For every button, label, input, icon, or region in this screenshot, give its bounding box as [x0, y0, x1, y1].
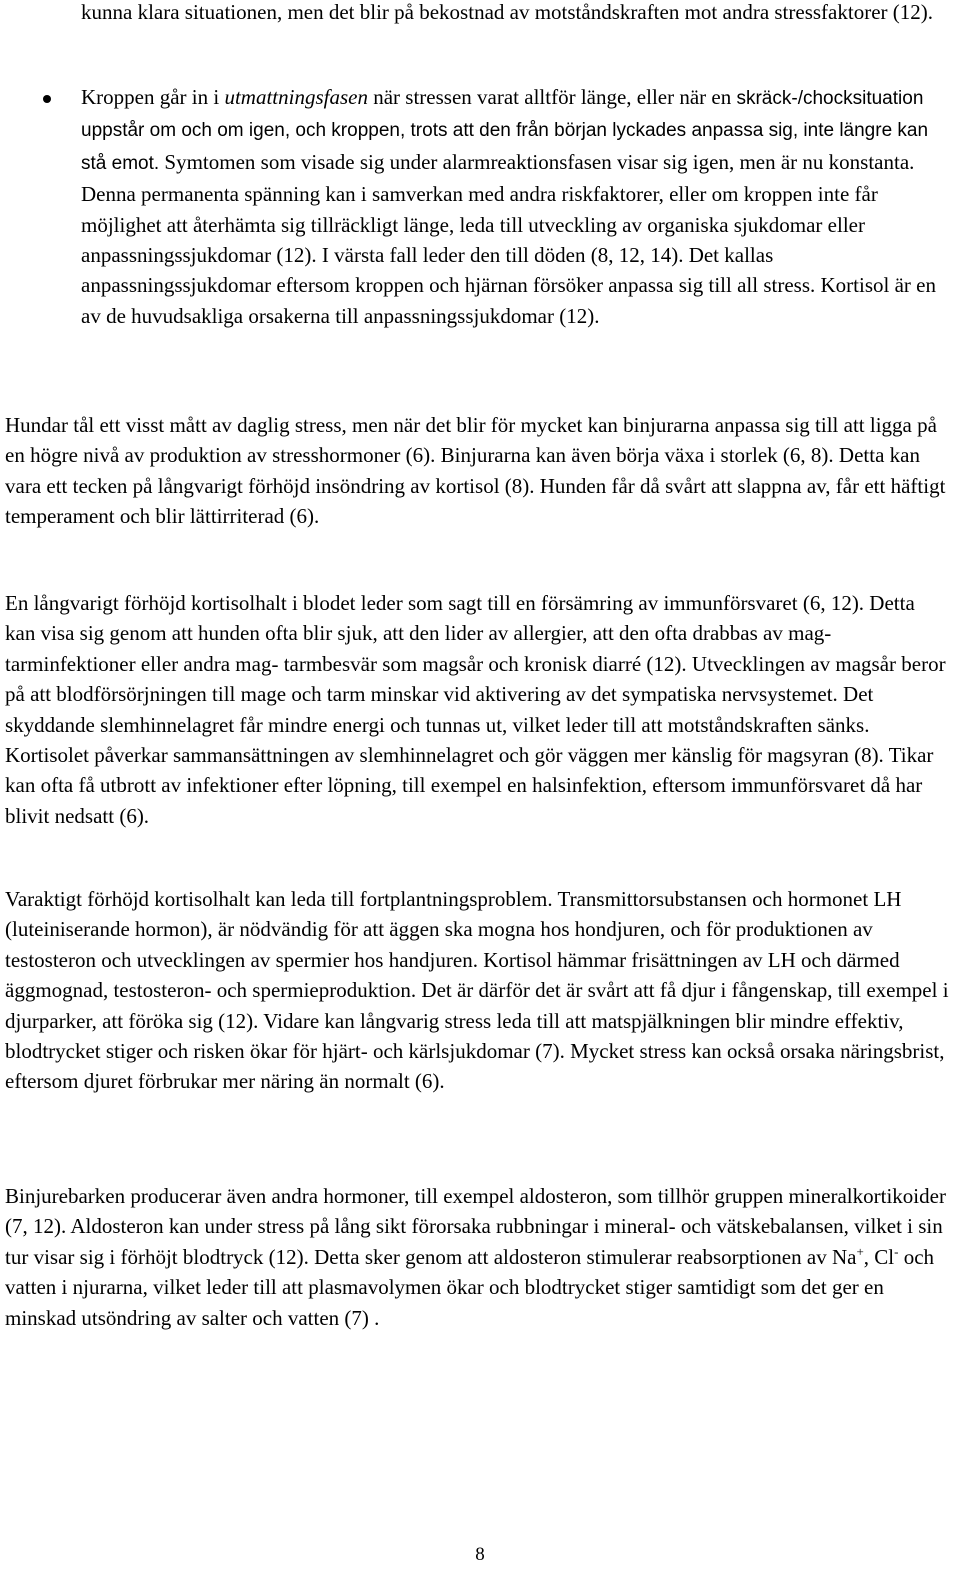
bullet-main-serif-2: Symtomen som visade sig under alarmreaktionsfasen visar sig igen, men är nu konstanta. Denna permanenta spänning kan i samverkan med andra riskfaktorer, eller om kroppen inte får möjlighet att återhämta sig tillräckligt länge, leda till utveckling av organiska sjukdomar eller anpassningssjukdomar (12). I värsta fall leder den till döden (8, 12, 14). Det kallas anpassningssjukdomar eftersom kroppen och hjärnan försöker anpassa sig till all stress. Kortisol är en av de huvudsakliga orsakerna till anpassningssjukdomar (12).: [81, 149, 936, 328]
paragraph-4-part-b: , Cl: [863, 1244, 895, 1269]
bullet-main-sans-1: skräck-/chocksituation uppstår om och om igen, och kroppen, trots att den från början lyckades anpassa sig, inte längre kan stå emot.: [81, 88, 929, 174]
bullet-main-lead: Kroppen går in i: [81, 85, 225, 109]
bullet-main-serif-1: när stressen varat alltför länge, eller när en: [367, 85, 737, 109]
bullet-continuation-text: kunna klara situationen, men det blir på bekostnad av motståndskraften mot andra stressfaktorer (12).: [81, 0, 933, 24]
paragraph-1: Hundar tål ett visst mått av daglig stress, men när det blir för mycket kan binjurarna anpassa sig till att ligga på en högre nivå av produktion av stresshormoner (6). Binjurarna kan även börja växa i storlek (6, 8). Detta kan vara ett tecken på långvarigt förhöjd insöndring av kortisol (8). Hunden får då svårt att slappna av, får ett häftigt temperament och blir lättirriterad (6).: [5, 413, 946, 529]
paragraph-4: [5, 1181, 950, 1333]
bullet-continuation: [81, 0, 953, 27]
paragraph-4-part-c: och vatten i njurarna, vilket leder till att plasmavolymen ökar och blodtrycket stiger samtidigt som det ger en minskad utsöndring av salter och vatten (7) .: [5, 1244, 935, 1330]
page-number: 8: [475, 1544, 485, 1565]
sodium-charge-superscript: +: [856, 1243, 864, 1259]
paragraph-2: En långvarigt förhöjd kortisolhalt i blodet leder som sagt till en försämring av immunförsvaret (6, 12). Detta kan visa sig genom att hunden ofta blir sjuk, att den lider av allergier, att den ofta drabbas av mag-tarminfektioner eller andra mag- tarmbesvär som magsår och kronisk diarré (12). Utvecklingen av magsår beror på att blodförsörjningen till mage och tarm minskar vid aktivering av det sympatiska nervsystemet. Det skyddande slemhinnelagret får mindre energi och tunnas ut, vilket leder till att motståndskraften sänks. Kortisolet påverkar sammansättningen av slemhinnelagret och gör väggen mer känslig för magsyran (8). Tikar kan ofta få utbrott av infektioner efter löpning, till exempel en halsinfektion, eftersom immunförsvaret då har blivit nedsatt (6).: [5, 591, 946, 828]
paragraph-3: Varaktigt förhöjd kortisolhalt kan leda till fortplantningsproblem. Transmittorsubstansen och hormonet LH (luteiniserande hormon), är nödvändig för att äggen ska mogna hos hondjuren, och för produktionen av testosteron och utvecklingen av spermier hos handjuren. Kortisol hämmar frisättningen av LH och därmed äggmognad, testosteron- och spermieproduktion. Det är därför det är svårt att få djur i fångenskap, till exempel i djurparker, att föröka sig (12). Vidare kan långvarig stress leda till att matspjälkningen blir mindre effektiv, blodtrycket stiger och risken ökar för hjärt- och kärlsjukdomar (7). Mycket stress kan också orsaka näringsbrist, eftersom djuret förbrukar mer näring än normalt (6).: [5, 887, 949, 1094]
chloride-charge-superscript: -: [894, 1243, 899, 1259]
bullet-main-emphasis: utmattningsfasen: [224, 85, 368, 109]
paragraph-4-part-a: Binjurebarken producerar även andra hormoner, till exempel aldosteron, som tillhör gruppen mineralkortikoider (7, 12). Aldosteron kan under stress på lång sikt förorsaka rubbningar i mineral- och vätskebalansen, vilket i sin tur visar sig i förhöjt blodtryck (12). Detta sker genom att aldosteron stimulerar reabsorptionen av Na: [5, 1184, 946, 1269]
bullet-main: [81, 82, 953, 331]
bullet-dot-icon: [43, 95, 51, 103]
